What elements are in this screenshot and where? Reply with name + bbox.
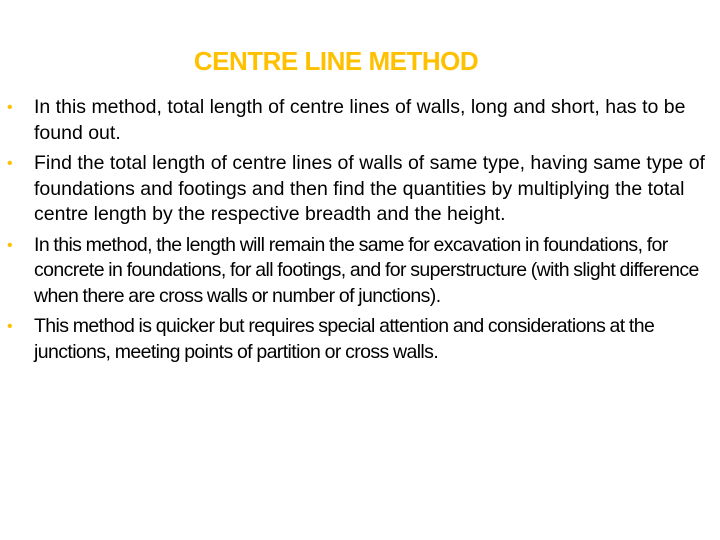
bullet-item [0,314,720,365]
bullet-text: In this method, total length of centre lines of walls, long and short, has to be found out. [34,96,686,144]
bullet-dot-icon: • [7,99,13,116]
bullet-dot-icon: • [7,318,13,335]
bullet-list [0,95,720,370]
slide-title: CENTRE LINE METHOD [193,46,479,76]
bullet-item [0,151,720,228]
bullet-text: Find the total length of centre lines of walls of same type, having same type of foundations and footings and then find the quantities by multiplying the total centre length by the respective breadth and the height. [34,152,705,225]
bullet-dot-icon: • [7,155,13,172]
bullet-item [0,233,720,310]
bullet-text: This method is quicker but requires special attention and considerations at the junctions, meeting points of partition or cross walls. [34,315,655,363]
bullet-text: In this method, the length will remain the same for excavation in foundations, for concrete in foundations, for all footings, and for superstructure (with slight difference when there are cross walls or number of junctions). [34,233,699,307]
bullet-dot-icon: • [7,236,13,254]
bullet-item [0,95,720,146]
